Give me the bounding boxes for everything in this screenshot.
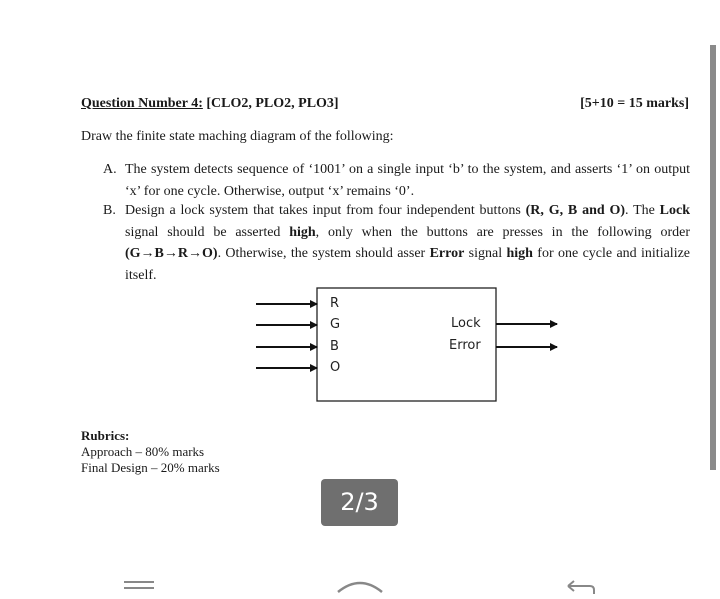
input-label-o: O [330,360,341,375]
input-label-r: R [330,296,340,311]
home-icon [332,574,388,594]
clo-plo-tags: [CLO2, PLO2, PLO3] [206,96,339,111]
text-run: for one cycle and initialize itself. [125,246,691,283]
rubric-line: Final Design – 20% marks [81,460,220,475]
rubrics-title: Rubrics: [81,428,130,443]
sequence-order: (G→B→R→O) [125,246,218,261]
item-text [125,200,690,286]
input-label-b: B [330,339,339,354]
question-number: Question Number 4: [81,96,203,111]
page-indicator: 2/3 [321,479,398,526]
output-label-lock: Lock [451,316,481,331]
list-item-b [103,200,690,286]
text-run: signal should be asserted [125,224,290,240]
menu-icon [118,574,160,594]
block-diagram-svg [250,285,570,405]
back-icon [560,574,602,594]
question-intro: Draw the finite state maching diagram of the following: [81,129,394,144]
lock-term: Lock [659,203,691,218]
input-label-g: G [330,317,341,332]
high-term: high [506,246,533,261]
menu-button[interactable] [118,574,160,594]
error-term: Error [429,246,465,261]
back-button[interactable] [560,574,602,594]
high-term: high [289,224,316,240]
text-run: Design a lock system that takes input from four independent buttons [125,203,526,218]
list-item-a [103,159,690,202]
text-run: . The [625,203,660,218]
output-label-error: Error [449,338,481,353]
block-diagram [250,285,570,405]
item-text: The system detects sequence of ‘1001’ on a single input ‘b’ to the system, and asserts ‘1’ on output ‘x’ for one cycle. Otherwise, output ‘x’ remains ‘0’. [125,162,690,199]
home-button[interactable] [332,574,388,594]
question-header [81,96,689,112]
text-run: , only when the buttons are presses in the following order [315,224,690,240]
rubric-line: Approach – 80% marks [81,444,205,459]
text-run: signal [464,246,507,261]
buttons-list: (R, G, B and O) [525,203,626,218]
item-letter: B. [103,203,116,218]
marks-label: [5+10 = 15 marks] [580,96,689,111]
rubrics [81,428,220,476]
item-letter: A. [103,162,117,177]
text-run: . Otherwise, the system should asser [217,246,430,261]
scrollbar[interactable] [710,45,716,470]
